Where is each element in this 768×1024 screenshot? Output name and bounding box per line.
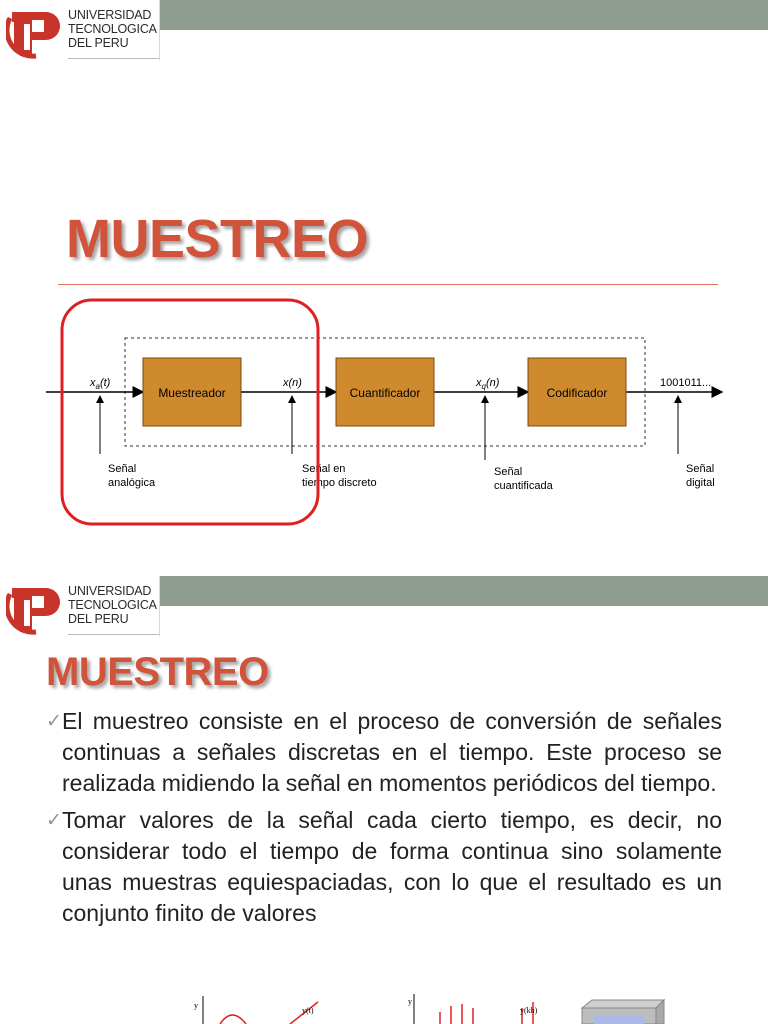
header-bar: [160, 576, 768, 606]
sampling-figure: [0, 986, 768, 1024]
analog-signal-label: $x_a(t)$: [90, 377, 111, 391]
sampler-label: Muestreador: [158, 386, 226, 400]
university-logo: [6, 4, 166, 62]
caption-analog: Señal analógica: [108, 463, 156, 489]
utp-logo-icon: [6, 4, 64, 60]
quantizer-label: Cuantificador: [349, 386, 421, 400]
samples-label: y(kh): [520, 1006, 538, 1015]
header-bar: [160, 0, 768, 30]
slide-title: MUESTREO: [46, 650, 269, 694]
slide-title: MUESTREO: [66, 209, 369, 269]
caption-digital: Señal digital: [686, 463, 715, 489]
logo-text: UNIVERSIDAD TECNOLOGICA DEL PERU: [68, 8, 157, 50]
slide-2: [0, 576, 768, 1024]
quantized-signal-label: $x_q(n)$: [476, 377, 500, 391]
discrete-signal-label: x(n): [283, 377, 302, 389]
curve-label: y(t): [302, 1006, 314, 1015]
logo-text: UNIVERSIDAD TECNOLOGICA DEL PERU: [68, 584, 157, 626]
axis-label-y: y: [408, 997, 412, 1006]
checkmark-icon: ✓: [46, 711, 62, 732]
axis-label-y: y: [194, 1001, 198, 1010]
sampling-block-diagram: [0, 292, 768, 532]
digital-output-label: 1001011...: [660, 377, 712, 389]
caption-quantized: Señal cuantificada: [494, 466, 553, 492]
checkmark-icon: ✓: [46, 810, 62, 831]
continuous-curve: [220, 1015, 246, 1024]
encoder-label: Codificador: [546, 386, 608, 400]
utp-logo-icon: [6, 580, 64, 636]
computer-monitor-icon: [582, 1000, 664, 1024]
caption-discrete: Señal en tiempo discreto: [302, 463, 377, 489]
university-logo: [6, 580, 166, 638]
bullet-list: [46, 706, 722, 935]
bullet-item: ✓ El muestreo consiste en el proceso de conversión de señales continuas a señales discretas en el tiempo. Este proceso se realizada midiendo la señal en momentos periódicos del tiempo.: [46, 708, 722, 796]
title-rule: [58, 284, 718, 285]
bullet-item: ✓ Tomar valores de la señal cada cierto tiempo, es decir, no considerar todo el tiempo de forma continua sino solamente unas muestras equiespaciadas, con lo que el resultado es un conjunto finito de valores: [46, 807, 722, 926]
